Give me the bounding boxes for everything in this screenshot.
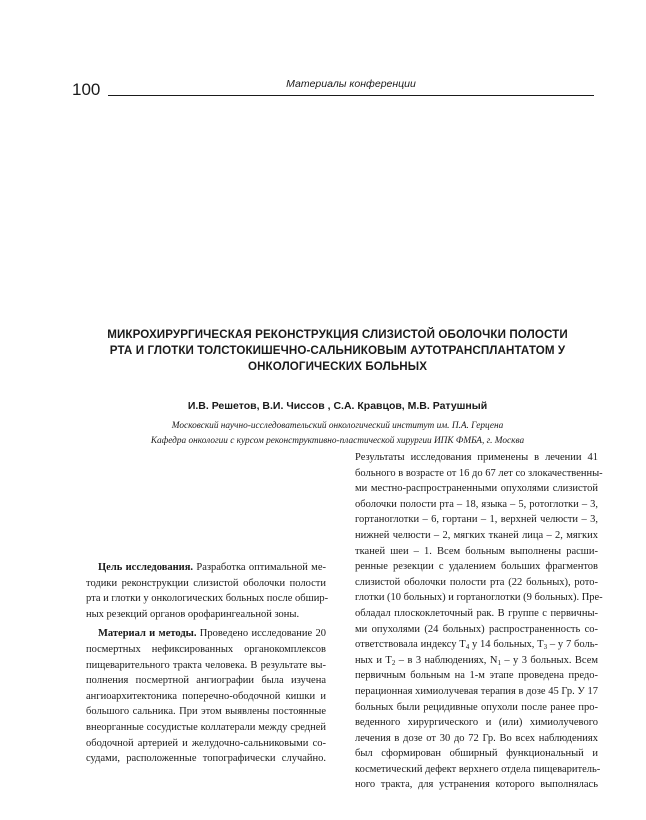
text-line-staging-t4: ответствовала индексу $T_4$ у 14 больных, $T_3$ – у 7 боль- — [355, 639, 599, 652]
text-line: ренные резекции с удалением больших фрагментов — [355, 561, 598, 573]
title-line: МИКРОХИРУРГИЧЕСКАЯ РЕКОНСТРУКЦИЯ СЛИЗИСТОЙ ОБОЛОЧКИ ПОЛОСТИ — [107, 328, 568, 341]
text-line: ми местно-распространенными опухолями слизистой — [355, 483, 598, 495]
text-line: ободочной артерией и желудочно-сальниковыми со- — [86, 737, 326, 749]
header-rule — [108, 95, 594, 96]
text-line: посмертных нефиксированных органокомплексов — [86, 643, 326, 655]
text-line: Материал и методы. Проведено исследование 20 — [98, 628, 327, 640]
text-line: большого сальника. При этом выявлены постоянные — [86, 706, 326, 718]
left-column — [86, 560, 329, 767]
text-line: был сформирован обширный функциональный и — [355, 748, 598, 760]
text-line: ми опухолями (24 больных) распространенность со- — [355, 623, 598, 635]
text-line: гортаноглотки – 6, гортани – 1, верхней челюсти – 3, — [355, 514, 598, 526]
author-list: И.В. Решетов, В.И. Чиссов , С.А. Кравцов, М.В. Ратушный — [187, 400, 488, 412]
text-line: ных резекций органов орофарингеальной зоны. — [86, 608, 300, 620]
text-line: ного тракта, для устранения которого выполнялась — [355, 779, 598, 791]
text-line: внеорганные сосудистые коллатерали между средней — [86, 721, 326, 733]
text-line: веденного хирургического и (или) химиолучевого — [355, 717, 598, 729]
text-line: больного в возрасте от 16 до 67 лет со злокачественны- — [355, 467, 603, 479]
text-line: глотки (10 больных) и гортаноглотки (9 больных). Пре- — [355, 592, 603, 604]
text-line: перационная химиолучевая терапия в дозе 45 Гр. У 17 — [355, 685, 598, 697]
text-line: пищеварительного тракта человека. В результате вы- — [86, 659, 326, 671]
affiliation: Московский научно-исследовательский онкологический институт им. П.А. Герцена — [171, 421, 504, 431]
text-line: обладал плоскоклеточный рак. В группе с первичны- — [355, 607, 598, 619]
text-line: лечения в дозе от 30 до 72 Гр. Во всех наблюдениях — [355, 732, 598, 744]
text-line: судами, расположенные топографически случайно. — [86, 753, 326, 765]
text-line: рта и глотки у онкологических больных после обшир- — [86, 593, 329, 605]
text-line: больных были рецидивные опухоли после ранее про- — [355, 701, 598, 713]
text-line: слизистой оболочки полости рта (22 больных), рото- — [355, 576, 598, 588]
text-line: полнения посмертной ангиографии была изучена — [86, 675, 326, 687]
text-line: косметический дефект верхнего отдела пищеваритель- — [355, 763, 601, 775]
text-line: тодики реконструкции слизистой оболочки полости — [86, 577, 326, 589]
text-line: ангиоархитектоника поперечно-ободочной кишки и — [86, 690, 326, 702]
right-column — [355, 450, 603, 793]
running-head: Материалы конференции — [286, 78, 416, 90]
text-line: Цель исследования. Разработка оптимальной ме- — [98, 562, 326, 573]
text-line-staging-t2: ных и $T_2$ – в 3 наблюдениях, $N_1$ – у 3 больных. Всем — [355, 654, 598, 667]
text-line: тканей шеи – 1. Всем больным выполнены расши- — [355, 545, 598, 557]
title-line: ОНКОЛОГИЧЕСКИХ БОЛЬНЫХ — [247, 360, 428, 373]
affiliation: Кафедра онкологии с курсом реконструктивно-пластической хирургии ИПК ФМБА, г. Москва — [150, 436, 525, 446]
section-heading-aim: Цель исследования. — [98, 562, 194, 573]
text-line: Результаты исследования применены в лечении 41 — [355, 452, 598, 463]
page-number: 100 — [72, 80, 101, 99]
section-heading-methods: Материал и методы. — [98, 628, 197, 640]
text-line: нижней челюсти – 2, мягких тканей лица – 2, мягких — [355, 529, 598, 541]
text-line: оболочки полости рта – 18, языка – 5, ротоглотки – 3, — [355, 498, 598, 510]
article-title — [80, 327, 595, 375]
title-line: РТА И ГЛОТКИ ТОЛСТОКИШЕЧНО-САЛЬНИКОВЫМ АУТОТРАНСПЛАНТАТОМ У — [109, 344, 566, 357]
text-line: первичным больным на 1-м этапе проведена предо- — [355, 670, 598, 682]
